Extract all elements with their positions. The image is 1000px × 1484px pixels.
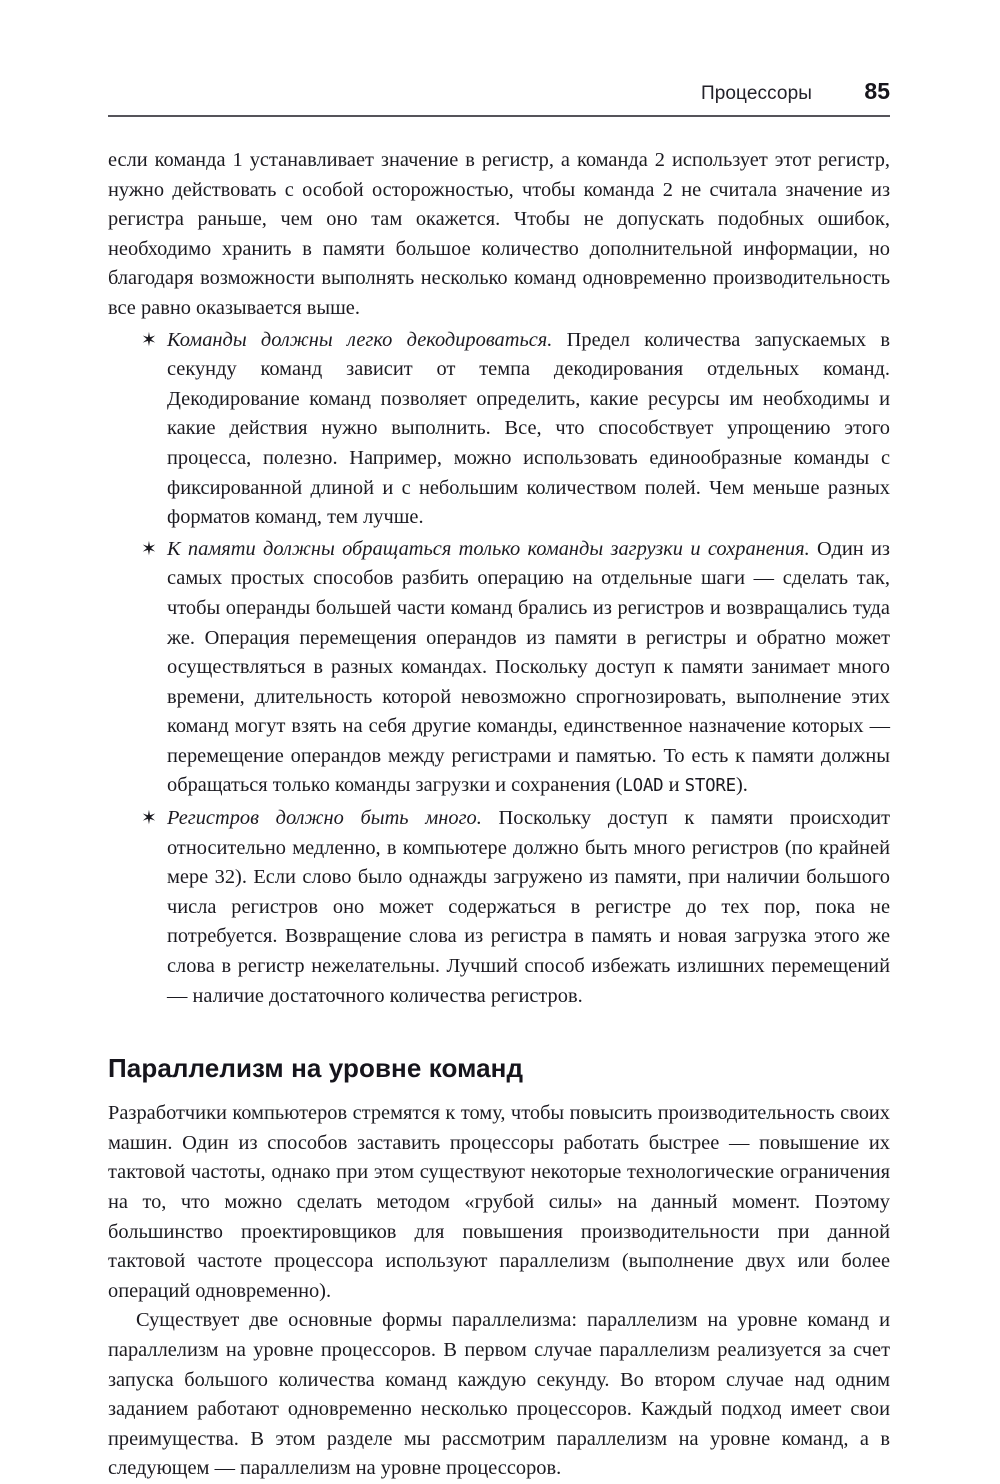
bullet-body: Один из самых простых способов разбить операцию на отдельные шаги — сделать так, чтобы операнды большей части команд брались из регистров и возвращались туда же. Операция перемещения операндов из памяти в регистры и обратно может осуществляться в разных командах. Поскольку доступ к памяти занимает много времени, длительность которой невозможно спрогнозировать, выполнение этих команд могут взять на себя другие команды, единственное назначение которых — перемещение операндов между регистрами и памятью. То есть к памяти должны обращаться только команды загрузки и сохранения (	[167, 537, 890, 797]
running-head-chapter-title: Процессоры	[700, 83, 812, 104]
four-pointed-star-icon: ✶	[141, 537, 157, 560]
running-head	[108, 78, 890, 105]
code-store: STORE	[684, 776, 736, 797]
bullet-text	[167, 326, 890, 533]
bullet-text	[167, 535, 890, 802]
bullet-term: К памяти должны обращаться только команды загрузки и сохранения.	[167, 537, 810, 560]
spacer	[108, 1011, 890, 1053]
body-paragraph-1: Разработчики компьютеров стремятся к тому, чтобы повысить производительность своих машин. Один из способов заставить процессоры работать быстрее — повышение их тактовой частоты, однако при этом существуют некоторые технологические ограничения на то, что можно сделать методом «грубой силы» на данный момент. Поэтому большинство проектировщиков для повышения производительности при данной тактовой частоте процессора используют параллелизм (выполнение двух или более операций одновременно).	[108, 1102, 890, 1302]
section-heading: Параллелизм на уровне команд	[108, 1053, 524, 1084]
intro-paragraph: если команда 1 устанавливает значение в регистр, а команда 2 использует этот регистр, нужно действовать с особой осторожностью, чтобы команда 2 не считала значение из регистра раньше, чем оно там окажется. Чтобы не допускать подобных ошибок, необходимо хранить в памяти большое количество дополнительной информации, но благодаря возможности выполнять несколько команд одновременно производительность все равно оказывается выше.	[108, 149, 890, 319]
four-pointed-star-icon: ✶	[141, 807, 157, 830]
bullet-list	[108, 326, 890, 1012]
bullet-body: Поскольку доступ к памяти происходит относительно медленно, в компьютере должно быть много регистров (по крайней мере 32). Если слово было однажды загружено из памяти, при наличии большого числа регистров оно может содержаться в регистре до тех пор, пока не потребуется. Возвращение слова из регистра в память и новая загрузка этого же слова в регистр нежелательны. Лучший способ избежать излишних перемещений — наличие достаточного количества регистров.	[167, 807, 891, 1007]
list-item	[108, 804, 890, 1011]
list-item	[108, 535, 890, 802]
page-number: 85	[864, 78, 890, 104]
body-paragraph-2: Существует две основные формы параллелизма: параллелизм на уровне команд и параллелизм на уровне процессоров. В первом случае параллелизм реализуется за счет запуска большого количества команд каждую секунду. Во втором случае над одним заданием работают одновременно несколько процессоров. Каждый подход имеет свои преимущества. В этом разделе мы рассмотрим параллелизм на уровне команд, а в следующем — параллелизм на уровне процессоров.	[108, 1309, 890, 1480]
four-pointed-star-icon: ✶	[141, 328, 157, 351]
bullet-term: Команды должны легко декодироваться.	[167, 328, 553, 351]
spacer	[108, 1084, 890, 1099]
list-item	[108, 326, 890, 533]
code-load: LOAD	[622, 776, 664, 797]
bullet-body-tail: ).	[735, 774, 748, 797]
bullet-text	[167, 804, 890, 1011]
bullet-body-mid: и	[663, 774, 685, 797]
bullet-term: Регистров должно быть много.	[167, 807, 482, 830]
page-content	[108, 146, 890, 1484]
bullet-body: Предел количества запускаемых в секунду команд зависит от темпа декодирования отдельных команд. Декодирование команд позволяет определить, какие ресурсы им необходимы и какие действия нужно выполнить. Все, что способствует упрощению этого процесса, полезно. Например, можно использовать единообразные команды с фиксированной длиной и с небольшим количеством полей. Чем меньше разных форматов команд, тем лучше.	[167, 328, 890, 529]
header-rule	[108, 115, 890, 117]
